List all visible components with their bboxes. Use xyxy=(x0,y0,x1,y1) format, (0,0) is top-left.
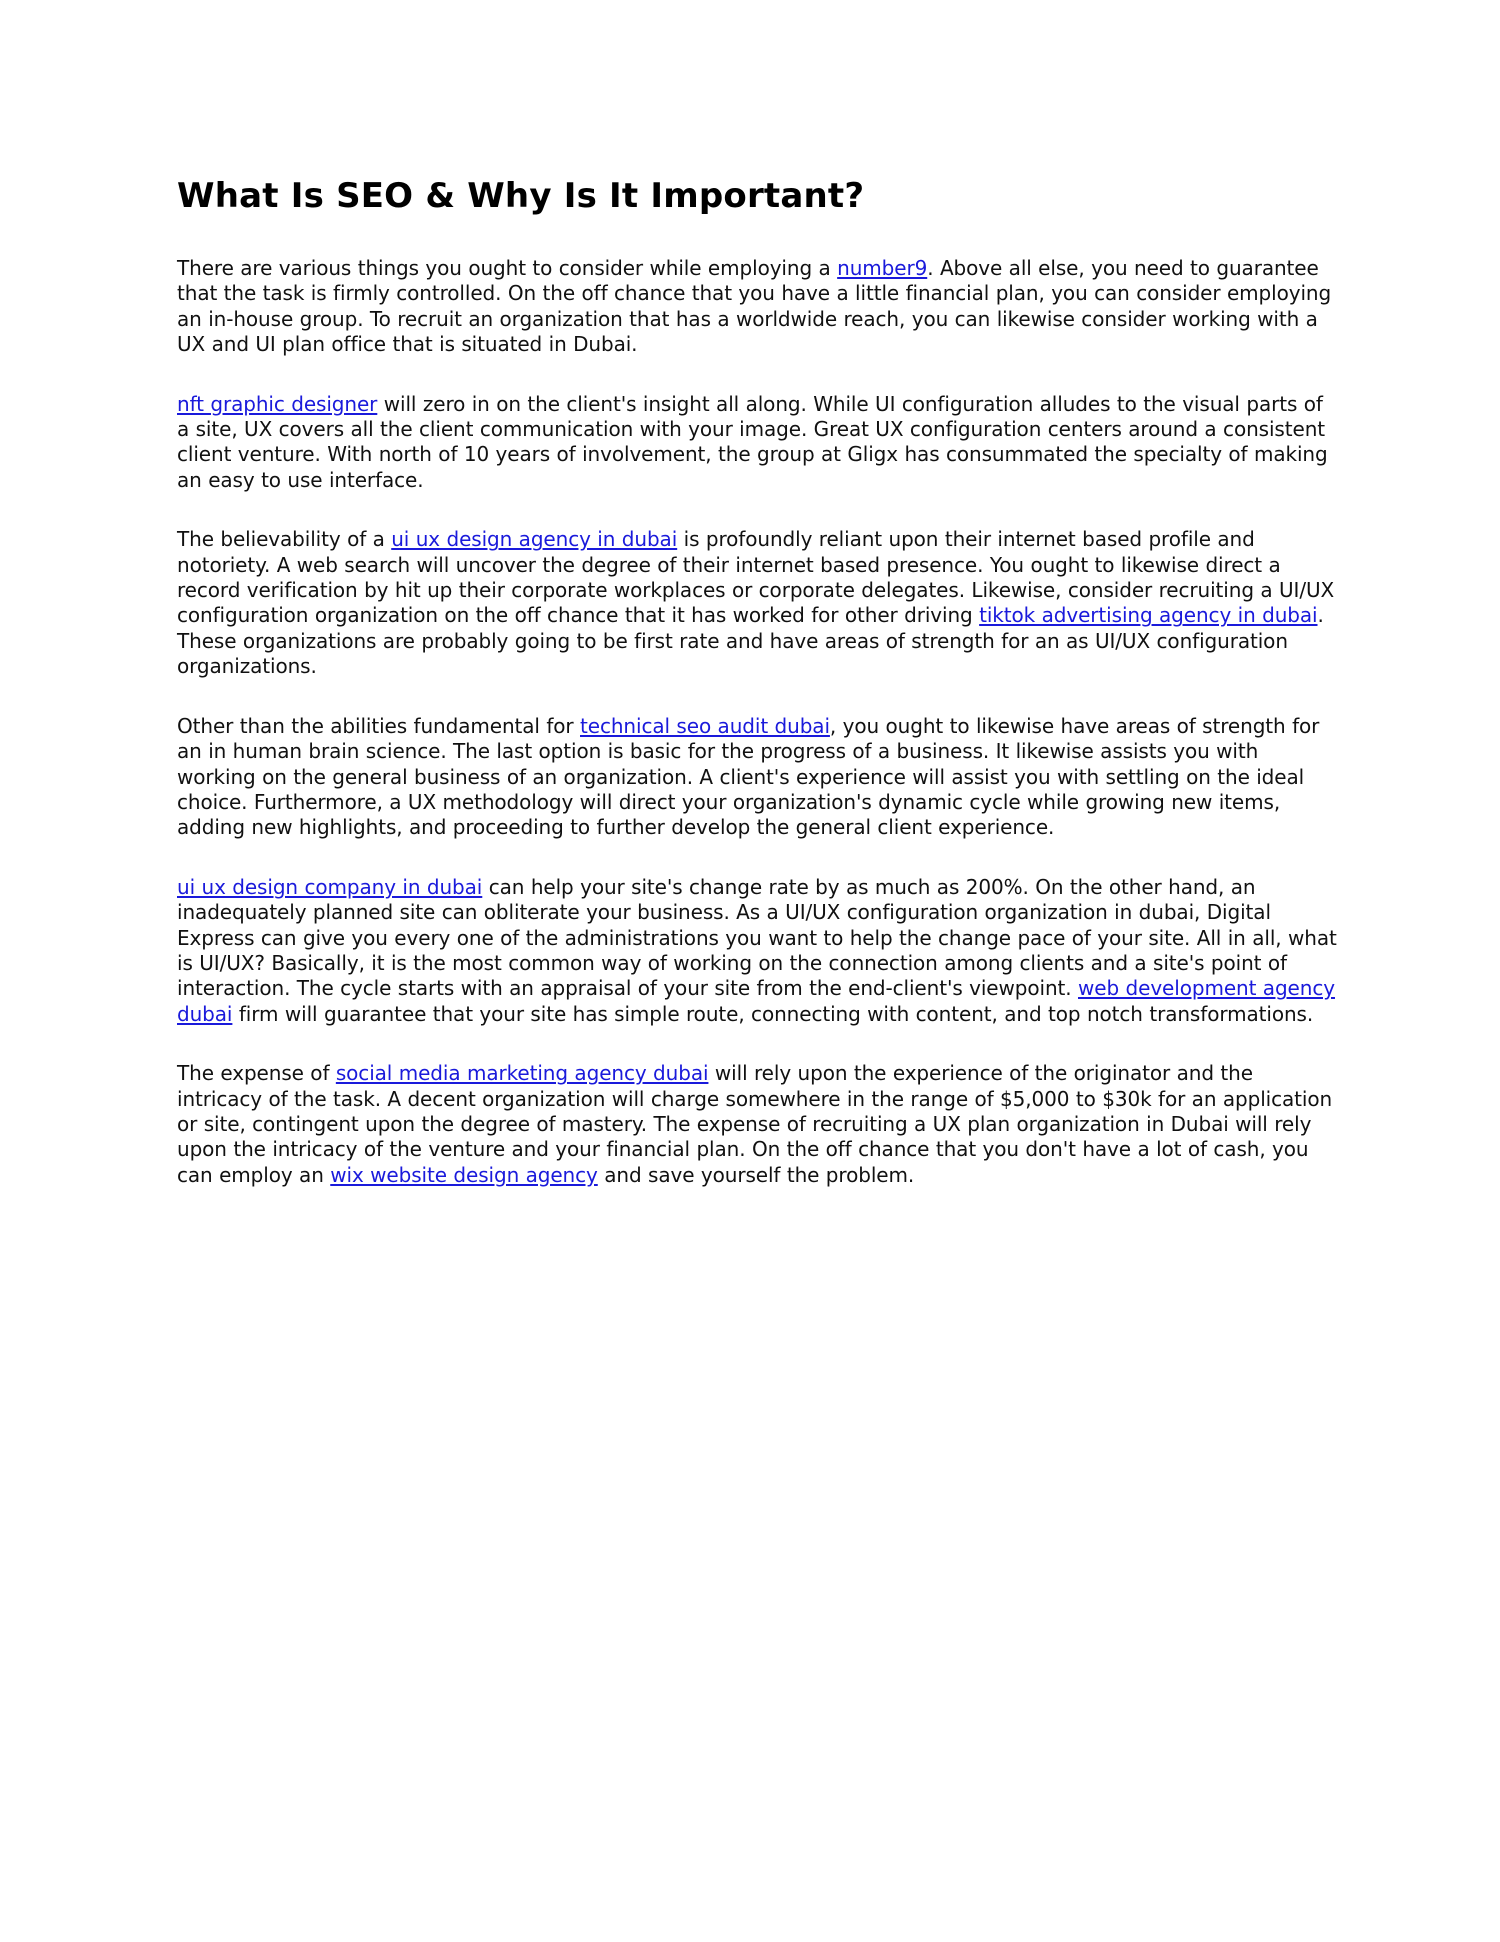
paragraph-5 xyxy=(177,875,1337,1027)
paragraph-text: . These organizations are probably going to be first rate and have areas of strength for an as UI/UX configuration organizations. xyxy=(177,603,1324,679)
paragraph-6 xyxy=(177,1061,1337,1188)
paragraph-text: , you ought to likewise have areas of strength for an in human brain science. The last option is basic for the progress of a business. It likewise assists you with working on the general business of an organization. A client's experience will assist you with settling on the ideal choice. Furthermore, a UX methodology will direct your organization's dynamic cycle while growing new items, adding new highlights, and proceeding to further develop the general client experience. xyxy=(177,713,1320,840)
link-number9[interactable]: number9 xyxy=(837,256,928,280)
paragraph-2 xyxy=(177,392,1337,494)
paragraph-text: will zero in on the client's insight all along. While UI configuration alludes to the visual parts of a site, UX covers all the client communication with your image. Great UX configuration centers around a consistent client venture. With north of 10 years of involvement, the group at Gligx has consummated the specialty of making an easy to use interface. xyxy=(177,391,1328,492)
paragraph-text: firm will guarantee that your site has simple route, connecting with content, and top notch transformations. xyxy=(232,1001,1314,1026)
paragraph-1 xyxy=(177,256,1337,358)
paragraph-text: The expense of xyxy=(177,1061,336,1086)
paragraph-text: . Above all else, you need to guarantee that the task is firmly controlled. On the off chance that you have a little financial plan, you can consider employing an in-house group. To recruit an organization that has a worldwide reach, you can likewise consider working with a UX and UI plan office that is situated in Dubai. xyxy=(177,256,1332,357)
paragraph-text: can help your site's change rate by as much as 200%. On the other hand, an inadequately planned site can obliterate your business. As a UI/UX configuration organization in dubai, Digital Express can give you every one of the administrations you want to help the change pace of your site. All in all, what is UI/UX? Basically, it is the most common way of working on the connection among clients and a site's point of interaction. The cycle starts with an appraisal of your site from the end-client's viewpoint. xyxy=(177,874,1337,1001)
paragraph-text: Other than the abilities fundamental for xyxy=(177,713,581,738)
article-title: What Is SEO & Why Is It Important? xyxy=(177,176,865,216)
article xyxy=(177,172,1337,1222)
paragraph-4 xyxy=(177,714,1337,841)
paragraph-text: There are various things you ought to consider while employing a xyxy=(177,256,838,280)
link-tiktok-advertising-agency-in-dubai[interactable]: tiktok advertising agency in dubai xyxy=(979,603,1318,628)
paragraph-text: and save yourself the problem. xyxy=(597,1162,915,1187)
paragraph-text: is profoundly reliant upon their internet based profile and notoriety. A web search will uncover the degree of their internet based presence. You ought to likewise direct a record verification by hit up their corporate workplaces or corporate delegates. Likewise, consider recruiting a UI/UX configuration organization on the off chance that it has worked for other driving xyxy=(177,527,1335,628)
paragraph-text: will rely upon the experience of the originator and the intricacy of the task. A decent organization will charge somewhere in the range of $5,000 to $30k for an application or site, contingent upon the degree of mastery. The expense of recruiting a UX plan organization in Dubai will rely upon the intricacy of the venture and your financial plan. On the off chance that you don't have a lot of cash, you can employ an xyxy=(177,1061,1333,1187)
link-social-media-marketing-agency-dubai[interactable]: social media marketing agency dubai xyxy=(335,1061,709,1086)
link-nft-graphic-designer[interactable]: nft graphic designer xyxy=(177,391,378,416)
link-wix-website-design-agency[interactable]: wix website design agency xyxy=(330,1162,598,1187)
link-technical-seo-audit-dubai[interactable]: technical seo audit dubai xyxy=(580,713,830,738)
paragraph-text: The believability of a xyxy=(177,527,392,552)
paragraph-3 xyxy=(177,527,1337,679)
link-web-development-agency-dubai[interactable]: web development agency dubai xyxy=(177,976,1335,1026)
link-ui-ux-design-company-in-dubai[interactable]: ui ux design company in dubai xyxy=(177,874,483,899)
link-ui-ux-design-agency-in-dubai[interactable]: ui ux design agency in dubai xyxy=(391,527,678,552)
